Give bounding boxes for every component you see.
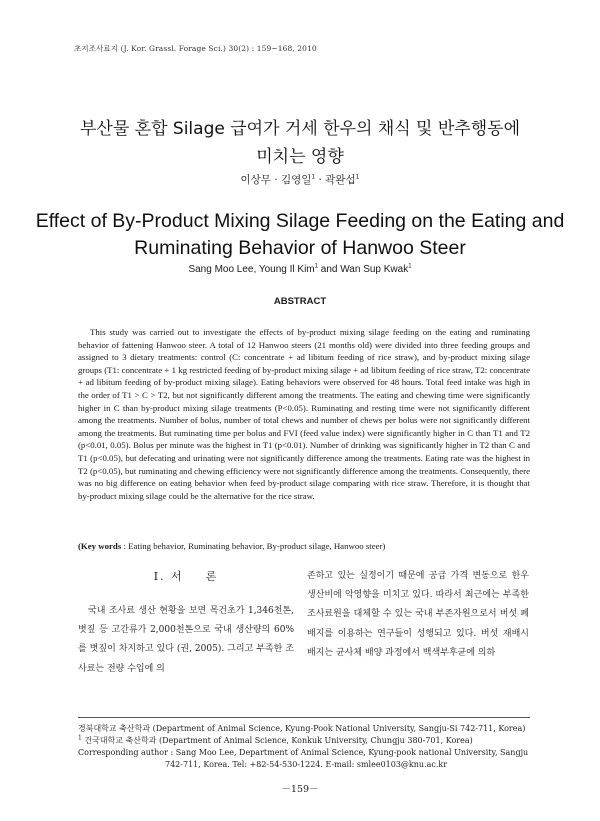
- english-authors: [0, 264, 600, 275]
- english-author-sup-2: 1: [408, 263, 412, 270]
- korean-author-separator: ·: [315, 174, 326, 186]
- english-author-1: Sang Moo Lee, Young Il Kim: [188, 264, 315, 275]
- korean-author-2: 곽완섭: [325, 174, 356, 186]
- keywords: [78, 541, 538, 551]
- intro-left-paragraph: 국내 조사료 생산 현황을 보면 목건초가 1,346천톤, 볏짚 등 고간류가 2,000천톤으로 국내 생산량의 60%를 볏짚이 차지하고 있다 (권, 2005). 그리고 부족한 조사료는 전량 수입에 의: [78, 606, 294, 674]
- abstract-heading: ABSTRACT: [273, 296, 327, 307]
- english-title-line-1: Effect of By-Product Mixing Silage Feeding on the Eating and: [35, 210, 565, 232]
- page-number: －159－: [281, 784, 319, 795]
- affiliation-2-text: 건국대학교 축산학과 (Department of Animal Science, Konkuk University, Chungju 380-701, Korea): [81, 736, 473, 745]
- korean-author-sup-1: 1: [311, 173, 316, 181]
- english-author-sup-1: 1: [314, 263, 318, 270]
- corresponding-author-contact: 742-711, Korea. Tel: +82-54-530-1224. E-mail: smlee0103@knu.ac.kr: [165, 760, 448, 769]
- journal-header: 초지조사료지 (J. Kor. Grassl. Forage Sci.) 30(2) : 159~168, 2010: [74, 44, 317, 53]
- korean-authors: [0, 172, 600, 187]
- english-title-line-2: Ruminating Behavior of Hanwoo Steer: [134, 237, 466, 259]
- korean-title-line-2: 미치는 영향: [256, 147, 344, 167]
- introduction-heading: Ⅰ. 서 론: [153, 570, 219, 583]
- affiliation-1: 경북대학교 축산학과 (Department of Animal Science, Kyung-Pook National University, Sangju-Si 742-711, Korea): [78, 724, 526, 733]
- korean-title-line-1: 부산물 혼합 Silage 급여가 거세 한우의 채식 및 반추행동에: [80, 119, 520, 139]
- affiliation-2: [78, 735, 538, 747]
- korean-author-sup-2: 1: [355, 173, 360, 181]
- intro-left-column: [78, 602, 294, 679]
- footnotes: [78, 723, 538, 771]
- affiliation-2-sup: 1: [78, 734, 82, 742]
- intro-right-column: [307, 567, 529, 663]
- english-author-2: and Wan Sup Kwak: [317, 264, 409, 275]
- keywords-label: (Key words: [78, 541, 122, 551]
- abstract-paragraph: This study was carried out to investigate the effects of by-product mixing silage feeding on the eating and ruminating behavior of fattening Hanwoo steer. A total of 12 Hanwoo steers (21 months old) were divided into three feeding groups and assigned to 3 dietary treatments: control (C: concentrate + ad libitum feeding of rice straw), and by-product mixing silage groups (T1: concentrate + 1 kg restricted feeding of by-product mixing silage + ad libitum feeding of rice straw, T2: concentrate + ad libitum feeding of by-product mixing silage). Eating behaviors were observed for 48 hours. Total feed intake was high in the order of T1 > C > T2, but not significantly different among the treatments. The eating and chewing time were significantly higher in C than by-product mixing silage treatments (P<0.05). Ruminating and resting time were not significantly different among the treatments. Number of bolus, number of total chews and number of chews per bolus were not significantly different among the treatments. But ruminating time per bolus and FVI (feed value index) were significantly higher in C than T1 and T2 (p<0.01, 0.05). Bolus per minute was the highest in T1 (p<0.01). Number of drinking was significantly higher in T2 than C and T1 (p<0.05), but defecating and urinating were not significantly difference among the treatments. Eating rate was the highest in T2 (p<0.05), but ruminating and chewing efficiency were not significantly difference among the treatments. Consequently, there was no big difference on eating behavior when feed by-product silage comparing with rice straw. Therefore, it is thought that by-product mixing silage could be the alternative for the rice straw.: [78, 327, 530, 501]
- footnote-divider: [78, 717, 530, 718]
- keywords-text: : Eating behavior, Ruminating behavior, By-product silage, Hanwoo steer): [121, 541, 386, 551]
- abstract-body: [78, 326, 530, 502]
- corresponding-author: Corresponding author : Sang Moo Lee, Department of Animal Science, Kyung-pook national University, Sangju: [78, 748, 529, 757]
- korean-author-1: 이상무 · 김영일: [240, 174, 312, 186]
- intro-right-paragraph: 존하고 있는 실정이기 때문에 공급 가격 변동으로 한우 생산비에 악영향을 미치고 있다. 따라서 최근에는 부족한 조사료원을 대체할 수 있는 국내 부존자원으로서 버섯 폐배지를 이용하는 연구들이 성행되고 있다. 버섯 재배시 배지는 균사체 배양 과정에서 백색부후균에 의하: [307, 571, 529, 658]
